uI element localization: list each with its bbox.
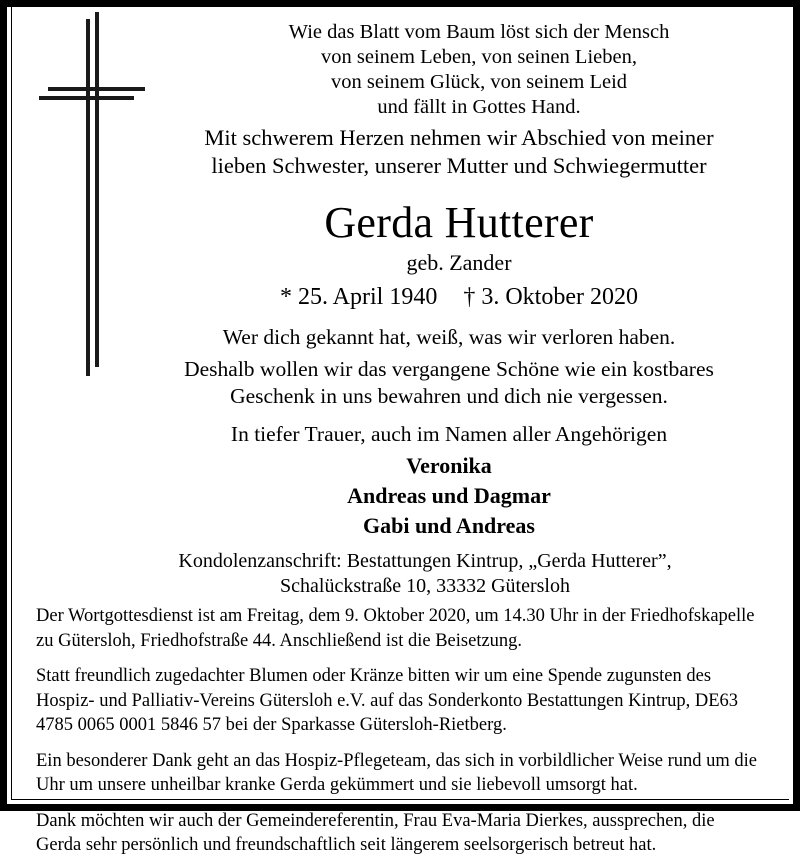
donation-info-paragraph: Statt freundlich zugedachter Blumen oder Kränze bitten wir um eine Spende zugunsten des Hospiz- und Palliativ-Vereins Gütersloh e.V. auf das Sonderkonto Bestattungen Kintrup, DE63 4785 0065 0001 5846 57 bei der Sparkasse Gütersloh-Rietberg. xyxy=(36,666,739,735)
verse-line-3: von seinem Glück, von seinem Leid xyxy=(330,71,628,93)
verse-line-4: und fällt in Gottes Hand. xyxy=(377,96,581,118)
verse-line-2: von seinem Leben, von seinen Lieben, xyxy=(321,46,637,68)
memoriam-line-3: Geschenk in uns bewahren und dich nie vergessen. xyxy=(230,384,668,408)
memorial-verse xyxy=(197,20,761,120)
deceased-maiden-name: geb. Zander xyxy=(406,250,512,275)
family-member: Veronika xyxy=(406,453,492,478)
memoriam-text xyxy=(137,324,761,411)
death-symbol: † xyxy=(463,284,476,310)
cross-vertical-front-line xyxy=(95,12,99,367)
birth-symbol: * xyxy=(280,284,292,310)
memoriam-line-1: Wer dich gekannt hat, weiß, was wir verloren haben. xyxy=(222,325,676,349)
cross-vertical-back-line xyxy=(86,19,90,376)
life-dates xyxy=(157,282,761,313)
deceased-name: Gerda Hutterer xyxy=(324,198,594,247)
family-member: Andreas und Dagmar xyxy=(347,483,551,508)
thanks-care-team-paragraph: Ein besonderer Dank geht an das Hospiz-Pflegeteam, das sich in vorbildlicher Weise rund um die Uhr um unsere unheilbar kranke Gerda gekümmert und sie liebevoll umsorgt hat. xyxy=(36,750,758,795)
notice-content xyxy=(7,7,793,855)
verse-line-1: Wie das Blatt vom Baum löst sich der Mensch xyxy=(288,21,670,43)
announcement-text xyxy=(157,124,761,180)
thanks-referent-paragraph: Dank möchten wir auch der Gemeindereferentin, Frau Eva-Maria Dierkes, aussprechen, die Gerda sehr persönlich und freundschaftlich seit längerem seelsorgerisch betreut hat. xyxy=(36,810,715,855)
cross-horizontal-front-line xyxy=(48,87,145,91)
announcement-line-1: Mit schwerem Herzen nehmen wir Abschied von meiner xyxy=(204,125,714,150)
announcement-line-2: lieben Schwester, unserer Mutter und Schwiegermutter xyxy=(211,153,707,178)
family-member: Gabi und Andreas xyxy=(362,513,535,538)
condolence-line-2: Schalückstraße 10, 33332 Gütersloh xyxy=(280,575,570,597)
birth-date: 25. April 1940 xyxy=(298,284,438,310)
condolence-line-1: Kondolenzanschrift: Bestattungen Kintrup, „Gerda Hutterer”, xyxy=(178,550,672,572)
mourning-statement: In tiefer Trauer, auch im Namen aller Angehörigen xyxy=(230,422,668,446)
cross-horizontal-back-line xyxy=(39,96,134,100)
memoriam-line-2: Deshalb wollen wir das vergangene Schöne wie ein kostbares xyxy=(184,356,714,381)
service-details xyxy=(36,604,764,858)
service-info-paragraph: Der Wortgottesdienst ist am Freitag, dem 9. Oktober 2020, um 14.30 Uhr in der Friedhofskapelle zu Gütersloh, Friedhofstraße 44. Anschließend ist die Beisetzung. xyxy=(36,606,755,651)
family-members-list xyxy=(137,451,761,541)
death-date: 3. Oktober 2020 xyxy=(481,284,638,310)
condolence-address xyxy=(117,549,733,599)
